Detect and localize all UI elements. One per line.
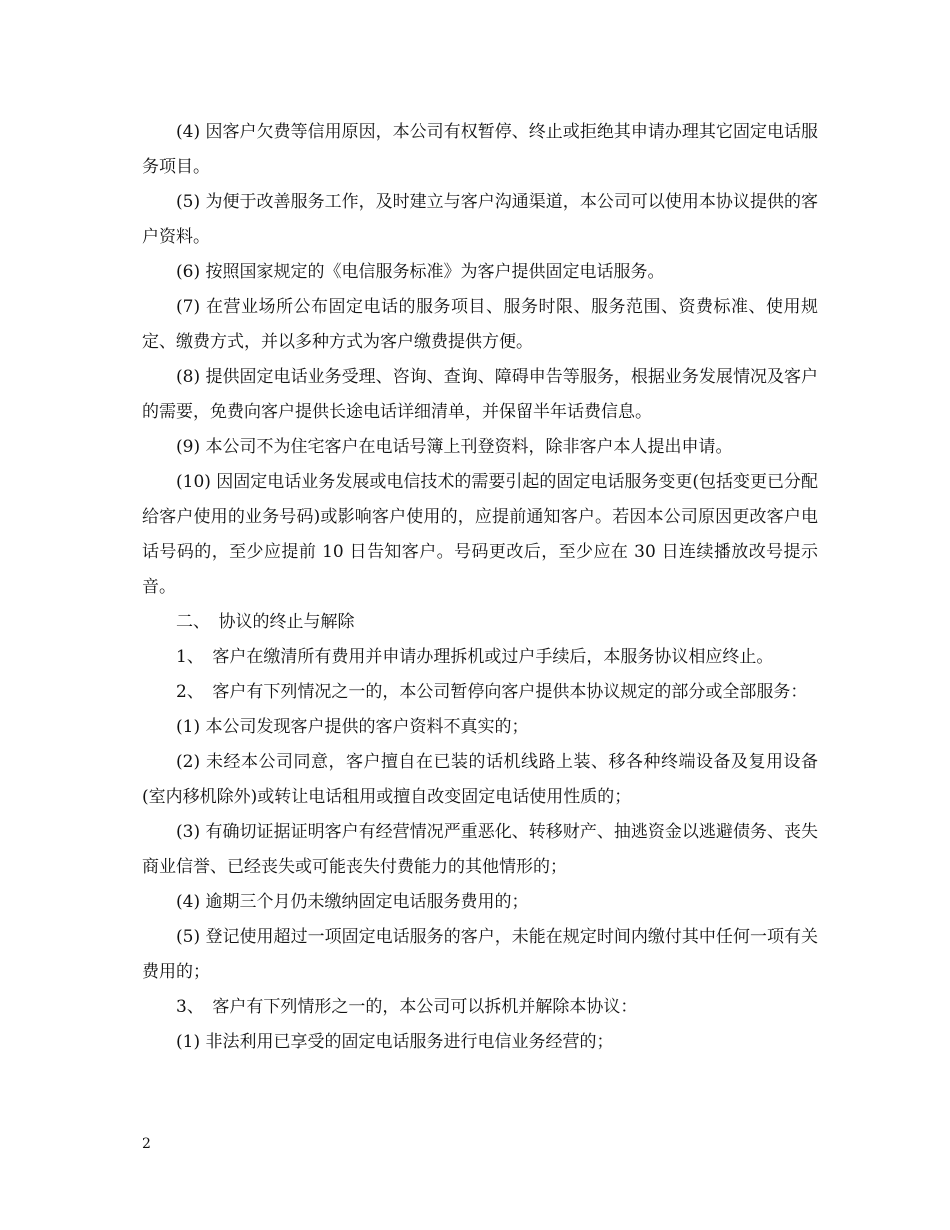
paragraph: (1) 本公司发现客户提供的客户资料不真实的； <box>176 717 529 737</box>
paragraph: 3、 客户有下列情形之一的，本公司可以拆机并解除本协议： <box>176 997 638 1017</box>
paragraph: (1) 非法利用已享受的固定电话服务进行电信业务经营的； <box>176 1032 614 1052</box>
page-number: 2 <box>142 1136 151 1152</box>
paragraph: (10) 因固定电话业务发展或电信技术的需要引起的固定电话服务变更(包括变更已分配给客户使用的业务号码)或影响客户使用的，应提前通知客户。若因本公司原因更改客户电话号码的，至少应提前 10 日告知客户。号码更改后，至少应在 30 日连续播放改号提示音。 <box>142 472 818 597</box>
paragraph: (5) 为便于改善服务工作，及时建立与客户沟通渠道，本公司可以使用本协议提供的客户资料。 <box>142 192 818 247</box>
paragraph: (4) 因客户欠费等信用原因，本公司有权暂停、终止或拒绝其申请办理其它固定电话服务项目。 <box>142 122 818 177</box>
paragraph: (5) 登记使用超过一项固定电话服务的客户，未能在规定时间内缴付其中任何一项有关费用的； <box>142 927 818 982</box>
paragraph: (9) 本公司不为住宅客户在电话号簿上刊登资料，除非客户本人提出申请。 <box>176 437 733 457</box>
paragraph: (7) 在营业场所公布固定电话的服务项目、服务时限、服务范围、资费标准、使用规定、缴费方式，并以多种方式为客户缴费提供方便。 <box>142 297 818 352</box>
paragraph: 2、 客户有下列情况之一的，本公司暂停向客户提供本协议规定的部分或全部服务： <box>176 682 808 702</box>
document-body <box>142 115 818 1060</box>
paragraph: (4) 逾期三个月仍未缴纳固定电话服务费用的； <box>176 892 529 912</box>
paragraph: (3) 有确切证据证明客户有经营情况严重恶化、转移财产、抽逃资金以逃避债务、丧失商业信誉、已经丧失或可能丧失付费能力的其他情形的； <box>142 822 818 877</box>
paragraph: (6) 按照国家规定的《电信服务标准》为客户提供固定电话服务。 <box>176 262 665 282</box>
paragraph: (2) 未经本公司同意，客户擅自在已装的话机线路上装、移各种终端设备及复用设备(室内移机除外)或转让电话租用或擅自改变固定电话使用性质的； <box>142 752 818 807</box>
paragraph: (8) 提供固定电话业务受理、咨询、查询、障碍申告等服务，根据业务发展情况及客户的需要，免费向客户提供长途电话详细清单，并保留半年话费信息。 <box>142 367 818 422</box>
paragraph: 1、 客户在缴清所有费用并申请办理拆机或过户手续后，本服务协议相应终止。 <box>176 647 774 667</box>
section-heading: 二、 协议的终止与解除 <box>176 612 355 632</box>
